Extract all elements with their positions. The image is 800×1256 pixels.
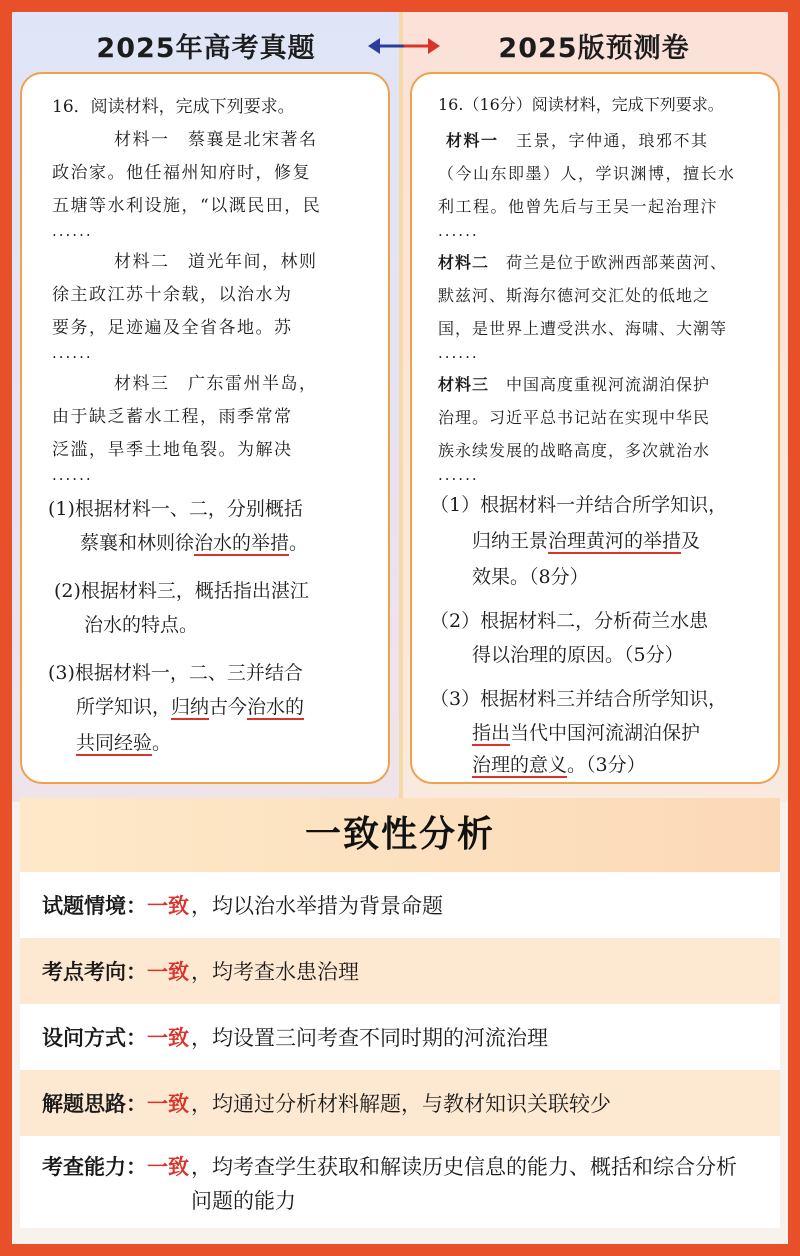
material-line: 由于缺乏蓄水工程，雨季常常	[52, 407, 293, 427]
sub-question-1: （1）根据材料一并结合所学知识，	[430, 494, 728, 516]
analysis-row	[20, 1136, 780, 1228]
ellipsis: ......	[52, 344, 93, 362]
analysis-title: 一致性分析	[20, 798, 780, 872]
material-line: 要务，足迹遍及全省各地。苏	[52, 318, 293, 338]
sub-question-1: (1)根据材料一、二，分别概括	[48, 498, 303, 520]
sub-question-1-cont: 蔡襄和林则徐治水的举措。	[80, 532, 309, 554]
sub-question-2-cont: 治水的特点。	[84, 614, 199, 636]
underlined-keyword: 归纳	[171, 696, 210, 718]
material-line: 材料三 广东雷州半岛，	[114, 374, 318, 394]
underlined-keyword: 治理黄河的举措	[548, 530, 682, 552]
sub-question-3-cont: 指出当代中国河流湖泊保护	[472, 722, 701, 744]
material-line: 利工程。他曾先后与王吴一起治理汴	[438, 197, 719, 216]
ellipsis: ......	[52, 466, 93, 484]
underlined-keyword: 指出	[472, 722, 511, 744]
row-key: 设问方式：	[42, 1026, 147, 1050]
underlined-keyword: 治水的举措	[194, 532, 290, 554]
material-label: 材料一	[446, 131, 499, 150]
material-line: 材料三 中国高度重视河流湖泊保护	[438, 375, 711, 394]
sub-question-3: （3）根据材料三并结合所学知识，	[430, 688, 728, 710]
analysis-row	[20, 1070, 780, 1136]
row-description: ，均以治水举措为背景命题	[191, 894, 443, 918]
underlined-keyword: 治理的意义	[472, 754, 568, 776]
ellipsis: ......	[438, 466, 479, 484]
analysis-row	[20, 1004, 780, 1070]
double-arrow-icon	[366, 34, 442, 58]
row-description: ，均通过分析材料解题，与教材知识关联较少	[191, 1092, 611, 1116]
sub-question-3: (3)根据材料一，二、三并结合	[48, 662, 303, 684]
material-line: 徐主政江苏十余载，以治水为	[52, 285, 293, 305]
sub-question-2: (2)根据材料三，概括指出湛江	[54, 580, 309, 602]
material-line: （今山东即墨）人，学识渊博，擅长水	[438, 164, 736, 183]
underlined-keyword: 治水的	[247, 696, 305, 718]
sub-question-3-cont2: 共同经验。	[76, 732, 172, 754]
page-content	[12, 12, 788, 1244]
sub-question-3-cont: 所学知识，归纳古今治水的	[76, 696, 305, 718]
row-verdict: 一致	[147, 1155, 189, 1179]
row-description: ，均设置三问考查不同时期的河流治理	[191, 1026, 548, 1050]
right-title: 2025版预测卷	[498, 33, 690, 64]
row-key: 解题思路：	[42, 1092, 147, 1116]
row-verdict: 一致	[147, 1026, 189, 1050]
material-line: 材料二 道光年间，林则	[114, 252, 318, 272]
question-heading: 16.（16分）阅读材料，完成下列要求。	[438, 95, 724, 114]
material-line: 默兹河、斯海尔德河交汇处的低地之	[438, 286, 711, 305]
sub-question-1-cont: 归纳王景治理黄河的举措及	[472, 530, 701, 552]
row-description: ，均考查学生获取和解读历史信息的能力、概括和综合分析问题的能力	[191, 1155, 737, 1213]
material-line: 治理。习近平总书记站在实现中华民	[438, 408, 711, 427]
underlined-keyword: 共同经验	[76, 732, 153, 754]
material-line: 材料一 蔡襄是北宋著名	[114, 130, 318, 150]
ellipsis: ......	[52, 222, 93, 240]
material-line: 泛滥，旱季土地龟裂。为解决	[52, 440, 293, 460]
row-description: ，均考查水患治理	[191, 960, 359, 984]
left-question-card	[20, 72, 390, 784]
ellipsis: ......	[438, 344, 479, 362]
material-line: 政治家。他任福州知府时，修复	[52, 163, 311, 183]
analysis-row	[20, 938, 780, 1004]
question-heading: 16．阅读材料，完成下列要求。	[52, 97, 295, 117]
material-line: 材料二 荷兰是位于欧洲西部莱茵河、	[438, 253, 728, 272]
consistency-analysis	[20, 798, 780, 1228]
sub-question-1-score: 效果。（8分）	[472, 566, 589, 588]
material-line: 国，是世界上遭受洪水、海啸、大潮等	[438, 319, 728, 338]
row-key: 考点考向：	[42, 960, 147, 984]
panel-divider	[399, 12, 403, 802]
material-line: 族永续发展的战略高度，多次就治水	[438, 441, 711, 460]
right-question-card	[410, 72, 780, 784]
row-verdict: 一致	[147, 960, 189, 984]
row-verdict: 一致	[147, 1092, 189, 1116]
material-line: 材料一 王景，字仲通，琅邪不其	[446, 131, 709, 150]
row-key: 考查能力：	[42, 1155, 147, 1179]
material-line: 五塘等水利设施，“以溉民田，民	[52, 196, 322, 216]
material-label: 材料二	[438, 253, 490, 272]
material-label: 材料三	[438, 375, 490, 394]
sub-question-2: （2）根据材料二，分析荷兰水患	[430, 610, 709, 632]
row-key: 试题情境：	[42, 894, 147, 918]
left-title: 2025年高考真题	[96, 33, 316, 64]
sub-question-2-cont: 得以治理的原因。（5分）	[472, 644, 684, 666]
sub-question-3-cont2: 治理的意义。（3分）	[472, 754, 646, 776]
row-verdict: 一致	[147, 894, 189, 918]
analysis-row	[20, 872, 780, 938]
ellipsis: ......	[438, 222, 479, 240]
